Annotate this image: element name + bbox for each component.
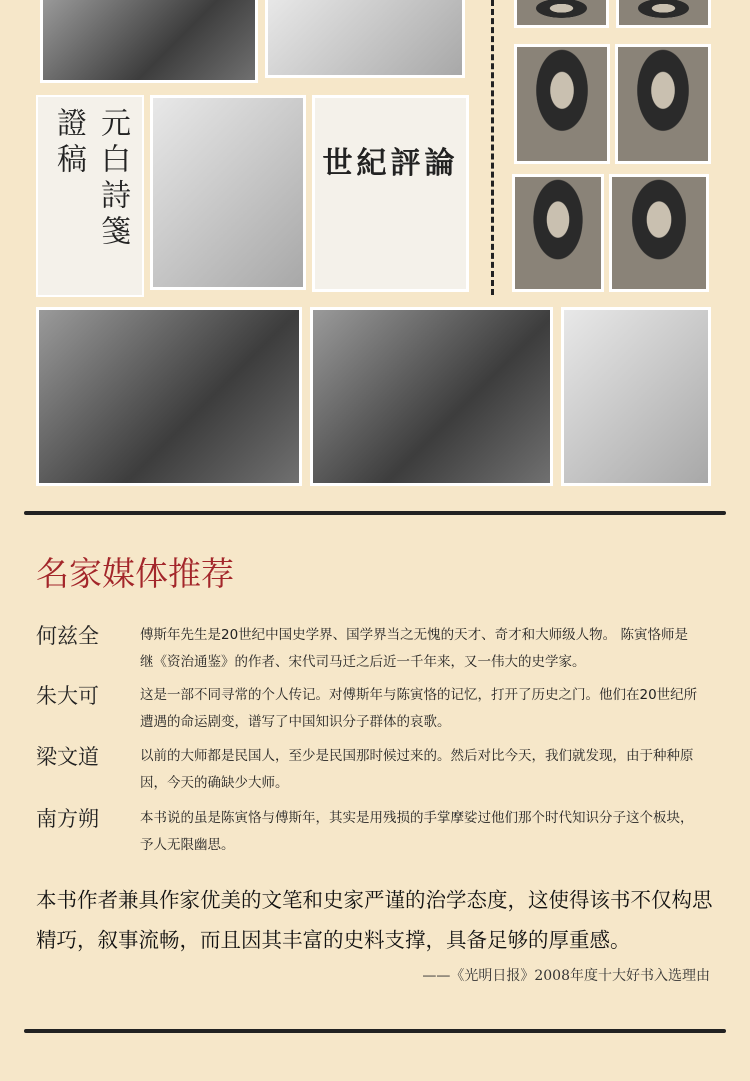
photo-tortoise-shell — [150, 95, 306, 290]
section-heading: 名家媒体推荐 — [36, 554, 234, 593]
featured-quote: 本书作者兼具作家优美的文笔和史家严谨的治学态度，这使得该书不仅构思精巧，叙事流畅，而且因其丰富的史料支撑，具备足够的厚重感。 — [36, 888, 713, 952]
quote-source: ——《光明日报》2008年度十大好书入选理由 — [422, 968, 710, 984]
photo-group-portrait — [40, 0, 258, 83]
book-cover-shiji-pinglun — [312, 95, 469, 292]
photo-portrait — [609, 174, 709, 292]
reviewer-name: 南方朔 — [36, 807, 99, 831]
review-text: 本书说的虽是陈寅恪与傅斯年，其实是用残损的手掌摩娑过他们那个时代知识分子这个板块，予人无限幽思。 — [140, 810, 694, 853]
photo-portrait — [514, 44, 610, 164]
book-cover-title: 元白詩箋 — [95, 107, 130, 251]
section-divider — [24, 1029, 726, 1033]
review-text: 这是一部不同寻常的个人传记。对傅斯年与陈寅恪的记忆，打开了历史之门。他们在20世纪所遭遇的命运剧变，谱写了中国知识分子群体的哀歌。 — [140, 687, 698, 730]
photo-harbor-crowd — [561, 307, 711, 486]
magazine-title: 世紀評論 — [322, 146, 459, 181]
photo-portrait — [615, 44, 711, 164]
photo-portrait — [616, 0, 711, 28]
review-text: 傅斯年先生是20世纪中国史学界、国学界当之无愧的天才、奇才和大师级人物。 陈寅恪师是继《资治通鉴》的作者、宋代司马迁之后近一千年来，又一伟大的史学家。 — [140, 627, 688, 670]
reviewer-name: 朱大可 — [36, 684, 99, 708]
photo-portrait — [512, 174, 604, 292]
photo-portrait — [514, 0, 609, 28]
photo-oracle-bones — [265, 0, 465, 78]
reviewer-name: 何兹全 — [36, 624, 99, 648]
review-text: 以前的大师都是民国人，至少是民国那时候过来的。然后对比今天，我们就发现，由于种种原因，今天的确缺少大师。 — [140, 748, 694, 791]
section-divider — [24, 511, 726, 515]
photo-scholars-reading — [36, 307, 302, 486]
reviewer-name: 梁文道 — [36, 745, 99, 769]
vertical-divider — [491, 0, 494, 295]
photo-scholar-at-desk — [310, 307, 553, 486]
book-cover-subtitle: 證稿 — [51, 107, 86, 179]
book-cover-yuanbai — [36, 95, 144, 297]
